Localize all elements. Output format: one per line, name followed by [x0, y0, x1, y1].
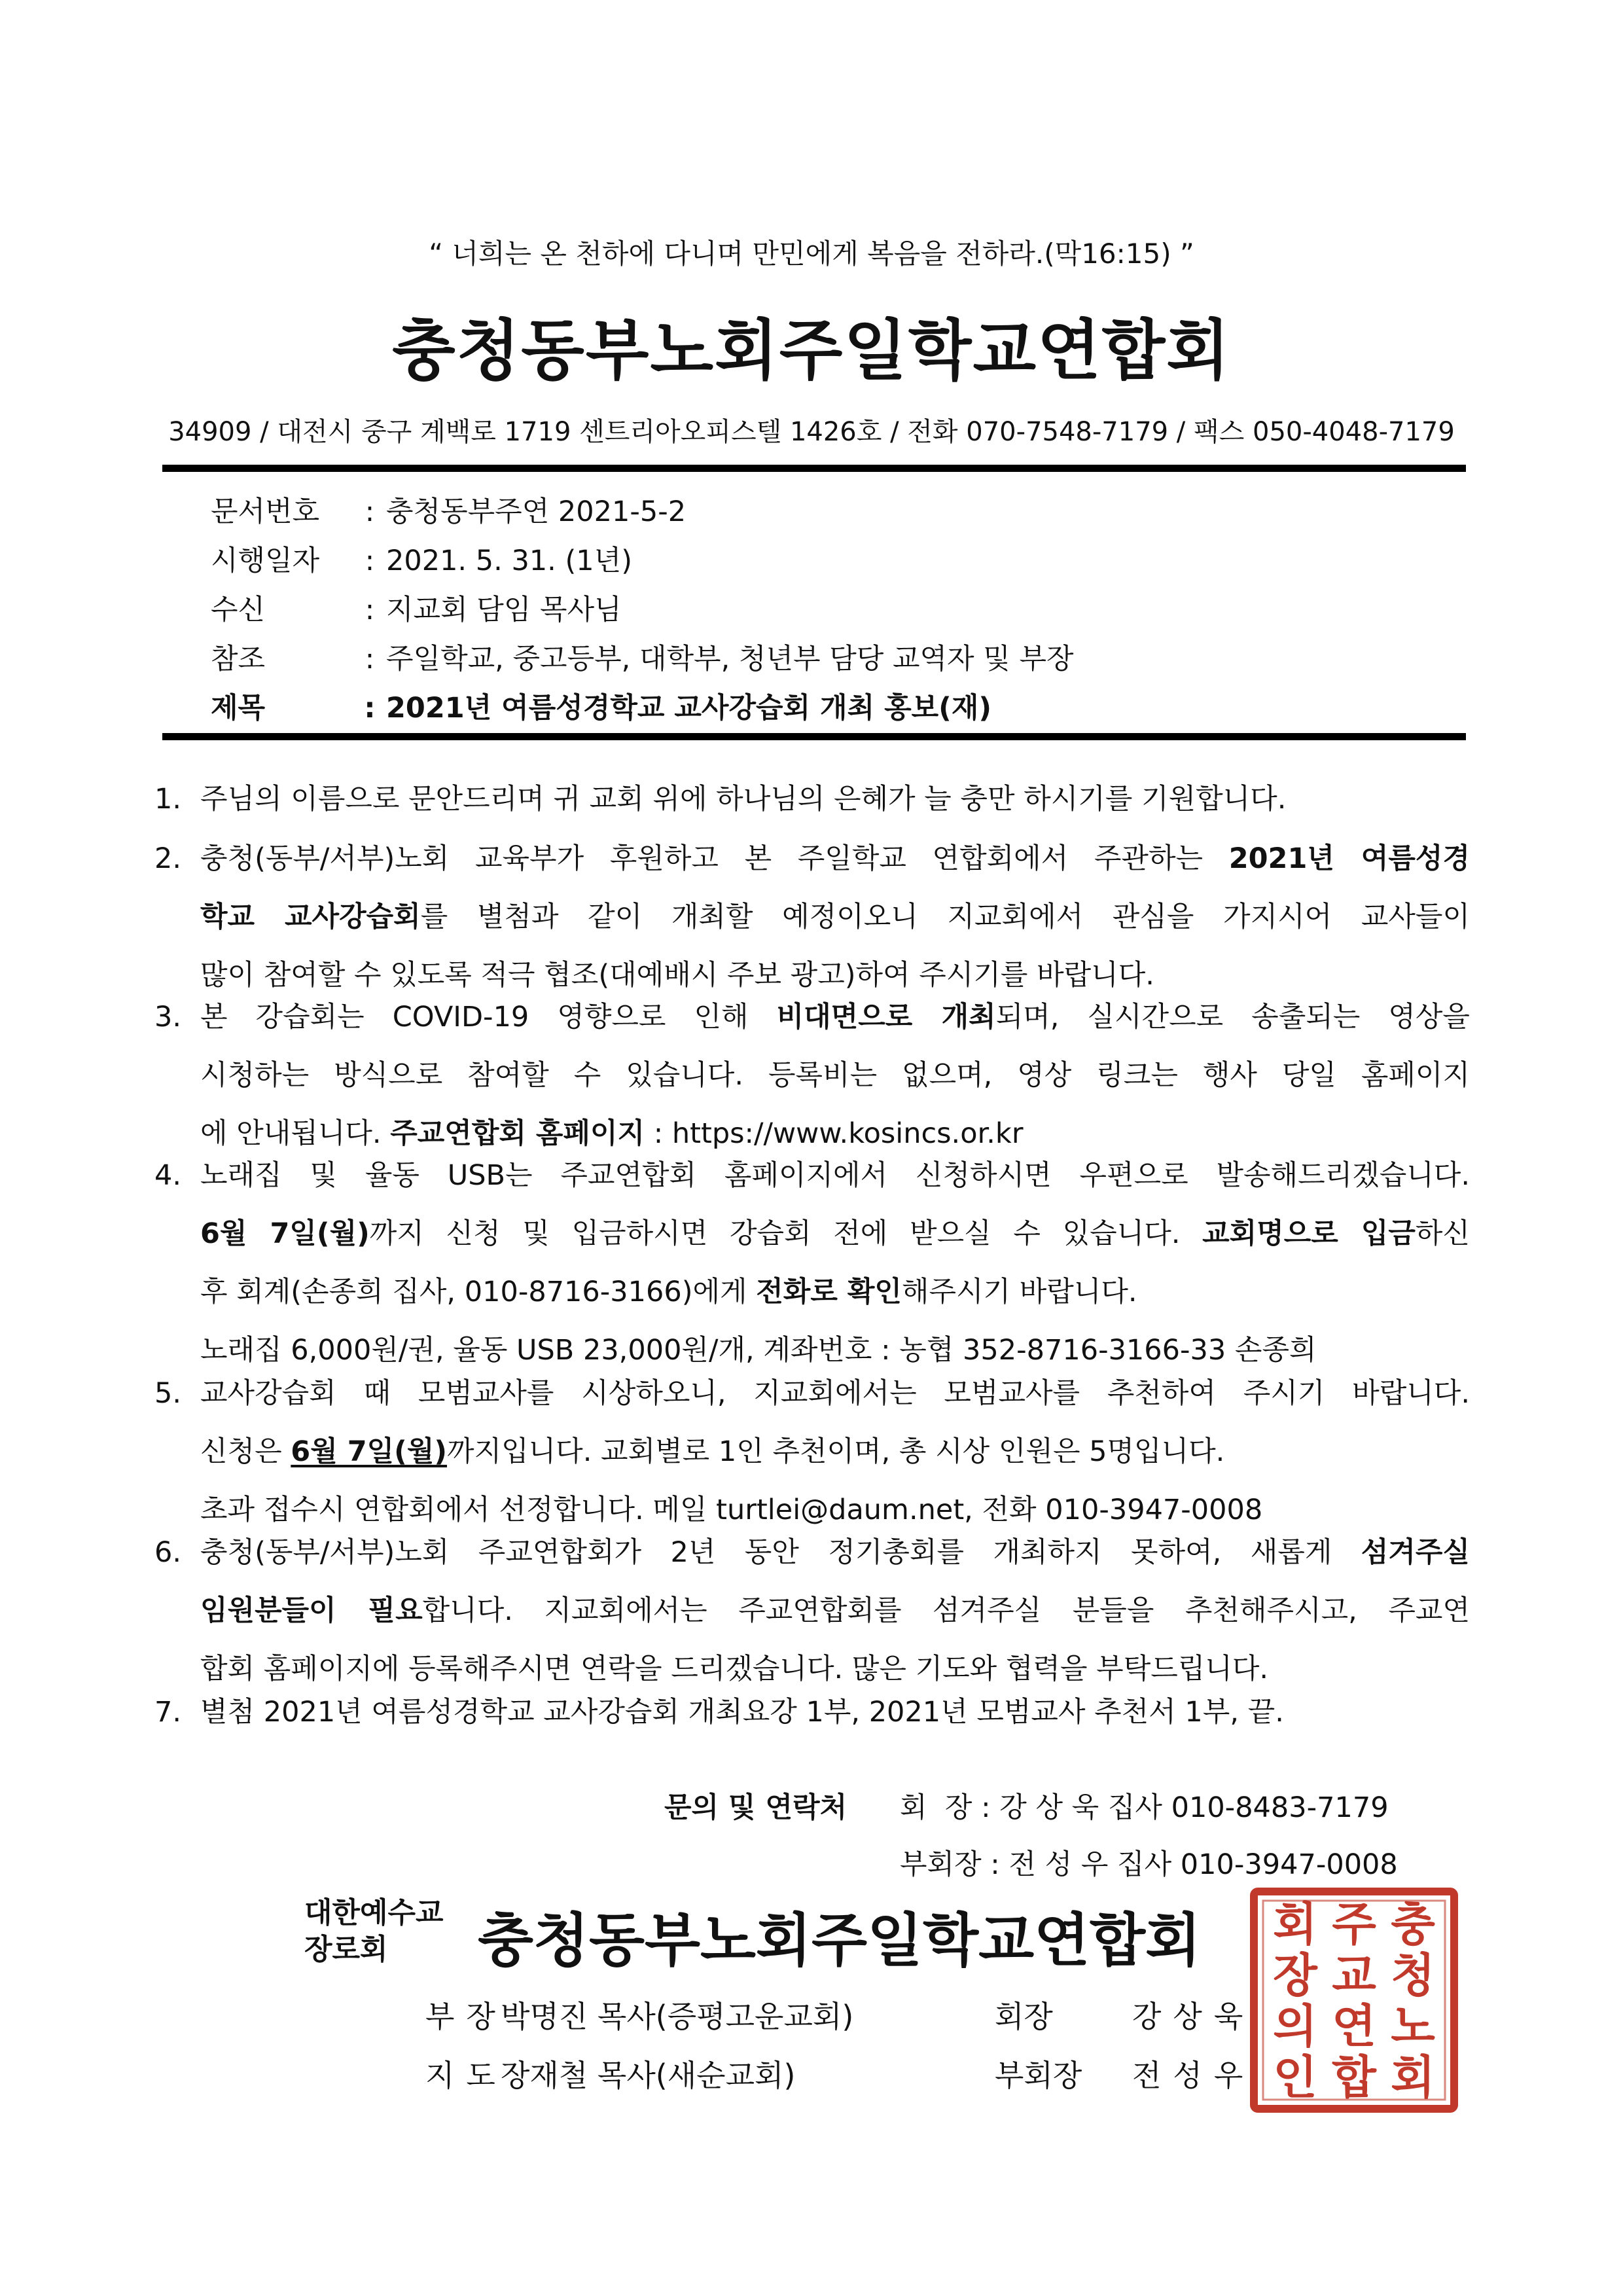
paragraph-line [154, 988, 1470, 1047]
seal-character: 주 [1332, 1897, 1376, 1951]
signatory-name: 강상욱 [1132, 1999, 1255, 2034]
denomination [304, 1895, 455, 1968]
contact-vice-president: 부회장 : 전 성 우 집사 010-3947-0008 [900, 1848, 1398, 1881]
text-run: 충청(동부/서부)노회 주교연합회가 2년 동안 정기총회를 개최하지 못하여, 새롭게 [200, 1536, 1361, 1569]
emphasis-text: 임원분들이 필요 [200, 1594, 423, 1627]
footer-organization: 충청동부노회주일학교연합회 [478, 1907, 1202, 1974]
paragraph-number: 4. [154, 1159, 182, 1192]
text-run: 하신 [1415, 1217, 1470, 1250]
paragraph-line [154, 1205, 1470, 1263]
seal-character: 충 [1391, 1897, 1435, 1951]
paragraph-5 [154, 1365, 1470, 1539]
paragraph-number: 2. [154, 842, 182, 875]
paragraph-2 [154, 830, 1470, 1005]
deadline-text: 6월 7일(월) [291, 1435, 448, 1468]
organization-title: 충청동부노회주일학교연합회 [392, 312, 1231, 389]
paragraph-line: 노래집 6,000원/권, 율동 USB 23,000원/개, 계좌번호 : 농협 352-8716-3166-33 손종희 [200, 1334, 1317, 1367]
meta-doc-number-label: 문서번호 [211, 495, 320, 528]
meta-separator: : [364, 692, 376, 725]
text-run: 후 회계(손종희 집사, 010-8716-3166)에게 [200, 1276, 757, 1308]
text-run: 까지입니다. 교회별로 1인 추천이며, 총 시상 인원은 5명입니다. [447, 1435, 1225, 1468]
meta-date-value: 2021. 5. 31. (1년) [386, 545, 632, 577]
signatory-role: 지도 [425, 2058, 507, 2093]
seal-character: 연 [1332, 1999, 1376, 2053]
emphasis-text: 주교연합회 홈페이지 [390, 1117, 645, 1150]
paragraph-number: 3. [154, 1001, 182, 1033]
meta-doc-number-value: 충청동부주연 2021-5-2 [386, 495, 687, 528]
paragraph-line: 초과 접수시 연합회에서 선정합니다. 메일 turtlei@daum.net, 전화 010-3947-0008 [200, 1494, 1263, 1526]
signatory-name: 장재철 목사(새순교회) [501, 2058, 796, 2093]
seal-character: 장 [1273, 1948, 1317, 2002]
seal-character: 교 [1332, 1948, 1376, 2002]
meta-separator: : [365, 495, 375, 528]
denomination-line-1: 대한예수교 [304, 1896, 444, 1929]
signatory-vice-president [995, 2052, 1255, 2095]
paragraph-number: 7. [154, 1696, 182, 1729]
meta-doc-number [211, 490, 686, 529]
meta-separator: : [365, 643, 375, 675]
official-seal-icon [1249, 1886, 1459, 2114]
organization-address: 34909 / 대전시 중구 계백로 1719 센트리아오피스텔 1426호 / 전화 070-7548-7179 / 팩스 050-4048-7179 [168, 417, 1455, 447]
paragraph-6 [154, 1524, 1470, 1698]
meta-subject-label: 제목 [211, 692, 266, 725]
header-divider-bottom [162, 733, 1466, 740]
signatory-role: 부회장 [995, 2058, 1082, 2093]
signatory-name: 전성우 [1132, 2058, 1255, 2093]
text-run: 되며, 실시간으로 송출되는 영상을 [995, 1001, 1470, 1033]
meta-date [211, 539, 632, 579]
scripture-verse: “ 너희는 온 천하에 다니며 만민에게 복음을 전하라.(막16:15) ” [429, 238, 1194, 270]
signatory-president [995, 1993, 1255, 2036]
meta-separator: : [365, 545, 375, 577]
text-run: 까지 신청 및 입금하시면 강습회 전에 받으실 수 있습니다. [369, 1217, 1203, 1250]
paragraph-number: 6. [154, 1536, 182, 1569]
emphasis-text: 2021년 여름성경 [1228, 842, 1470, 875]
meta-date-label: 시행일자 [211, 545, 320, 577]
paragraph-4 [154, 1147, 1470, 1380]
contact-president: 회 장 : 강 상 욱 집사 010-8483-7179 [900, 1791, 1389, 1824]
seal-character: 합 [1332, 2050, 1376, 2104]
text-run: 해주시기 바랍니다. [901, 1276, 1137, 1308]
seal-character: 의 [1273, 1999, 1317, 2053]
signatory-role: 회장 [995, 1999, 1053, 2034]
meta-reference-value: 주일학교, 중고등부, 대학부, 청년부 담당 교역자 및 부장 [386, 643, 1074, 675]
paragraph-3 [154, 988, 1470, 1163]
emphasis-text: 비대면으로 개최 [776, 1001, 996, 1033]
paragraph-number: 1. [154, 783, 182, 816]
meta-recipient-label: 수신 [211, 594, 266, 626]
text-run: 에 안내됩니다. [200, 1117, 391, 1150]
paragraph-line: 노래집 및 율동 USB는 주교연합회 홈페이지에서 신청하시면 우편으로 발송해드리겠습니다. [200, 1159, 1470, 1192]
signatory-role: 부장 [425, 1999, 507, 2034]
paragraph-line: 교사강습회 때 모범교사를 시상하오니, 지교회에서는 모범교사를 추천하여 주시기 바랍니다. [200, 1377, 1470, 1410]
paragraph-line: 시청하는 방식으로 참여할 수 있습니다. 등록비는 없으며, 영상 링크는 행사 당일 홈페이지 [200, 1059, 1470, 1092]
text-run: 를 별첨과 같이 개최할 예정이오니 지교회에서 관심을 가지시어 교사들이 [420, 901, 1470, 933]
emphasis-text: 교회명으로 입금 [1202, 1217, 1416, 1250]
signatory-director [425, 1993, 853, 2036]
paragraph-line: 합회 홈페이지에 등록해주시면 연락을 드리겠습니다. 많은 기도와 협력을 부탁드립니다. [200, 1653, 1269, 1685]
emphasis-text: 학교 교사강습회 [200, 901, 421, 933]
paragraph-7 [154, 1683, 1470, 1742]
meta-reference-label: 참조 [211, 643, 266, 675]
paragraph-line [154, 1263, 1470, 1321]
text-run: 신청은 [200, 1435, 291, 1468]
seal-character: 인 [1273, 2050, 1317, 2104]
paragraph-line: 많이 참여할 수 있도록 적극 협조(대예배시 주보 광고)하여 주시기를 바랍니다. [200, 959, 1154, 992]
paragraph-line [154, 1524, 1470, 1582]
signatory-advisor [425, 2052, 795, 2095]
paragraph-line: 주님의 이름으로 문안드리며 귀 교회 위에 하나님의 은혜가 늘 충만 하시기를 기원합니다. [200, 783, 1287, 816]
header-divider-top [162, 465, 1466, 472]
meta-subject [211, 686, 991, 726]
seal-character: 노 [1391, 1999, 1435, 2053]
meta-reference [211, 637, 1074, 677]
paragraph-1 [154, 770, 1470, 829]
seal-character: 청 [1391, 1948, 1435, 2002]
text-run: 합니다. 지교회에서는 주교연합회를 섬겨주실 분들을 추천해주시고, 주교연 [422, 1594, 1470, 1627]
paragraph-line [154, 830, 1470, 888]
text-run: 본 강습회는 COVID-19 영향으로 인해 [200, 1001, 777, 1033]
text-run: 충청(동부/서부)노회 교육부가 후원하고 본 주일학교 연합회에서 주관하는 [200, 842, 1229, 875]
meta-separator: : [365, 594, 375, 626]
paragraph-line: 별첨 2021년 여름성경학교 교사강습회 개최요강 1부, 2021년 모범교사 추천서 1부, 끝. [200, 1696, 1284, 1729]
emphasis-text: 6월 7일(월) [200, 1217, 370, 1250]
seal-character: 회 [1391, 2050, 1435, 2104]
paragraph-line [154, 1582, 1470, 1640]
meta-recipient-value: 지교회 담임 목사님 [386, 594, 622, 626]
contact-label: 문의 및 연락처 [664, 1791, 847, 1824]
meta-recipient [211, 588, 622, 628]
paragraph-line [154, 888, 1470, 946]
homepage-url: : https://www.kosincs.or.kr [645, 1117, 1024, 1150]
denomination-line-2: 장로회 [304, 1933, 388, 1966]
emphasis-text: 섬겨주실 [1361, 1536, 1470, 1569]
signatory-name: 박명진 목사(증평고운교회) [501, 1999, 854, 2034]
meta-subject-value: 2021년 여름성경학교 교사강습회 개최 홍보(재) [386, 692, 992, 725]
paragraph-line [154, 1423, 1470, 1481]
emphasis-text: 전화로 확인 [756, 1276, 902, 1308]
paragraph-number: 5. [154, 1377, 182, 1410]
seal-character: 회 [1273, 1897, 1317, 1951]
